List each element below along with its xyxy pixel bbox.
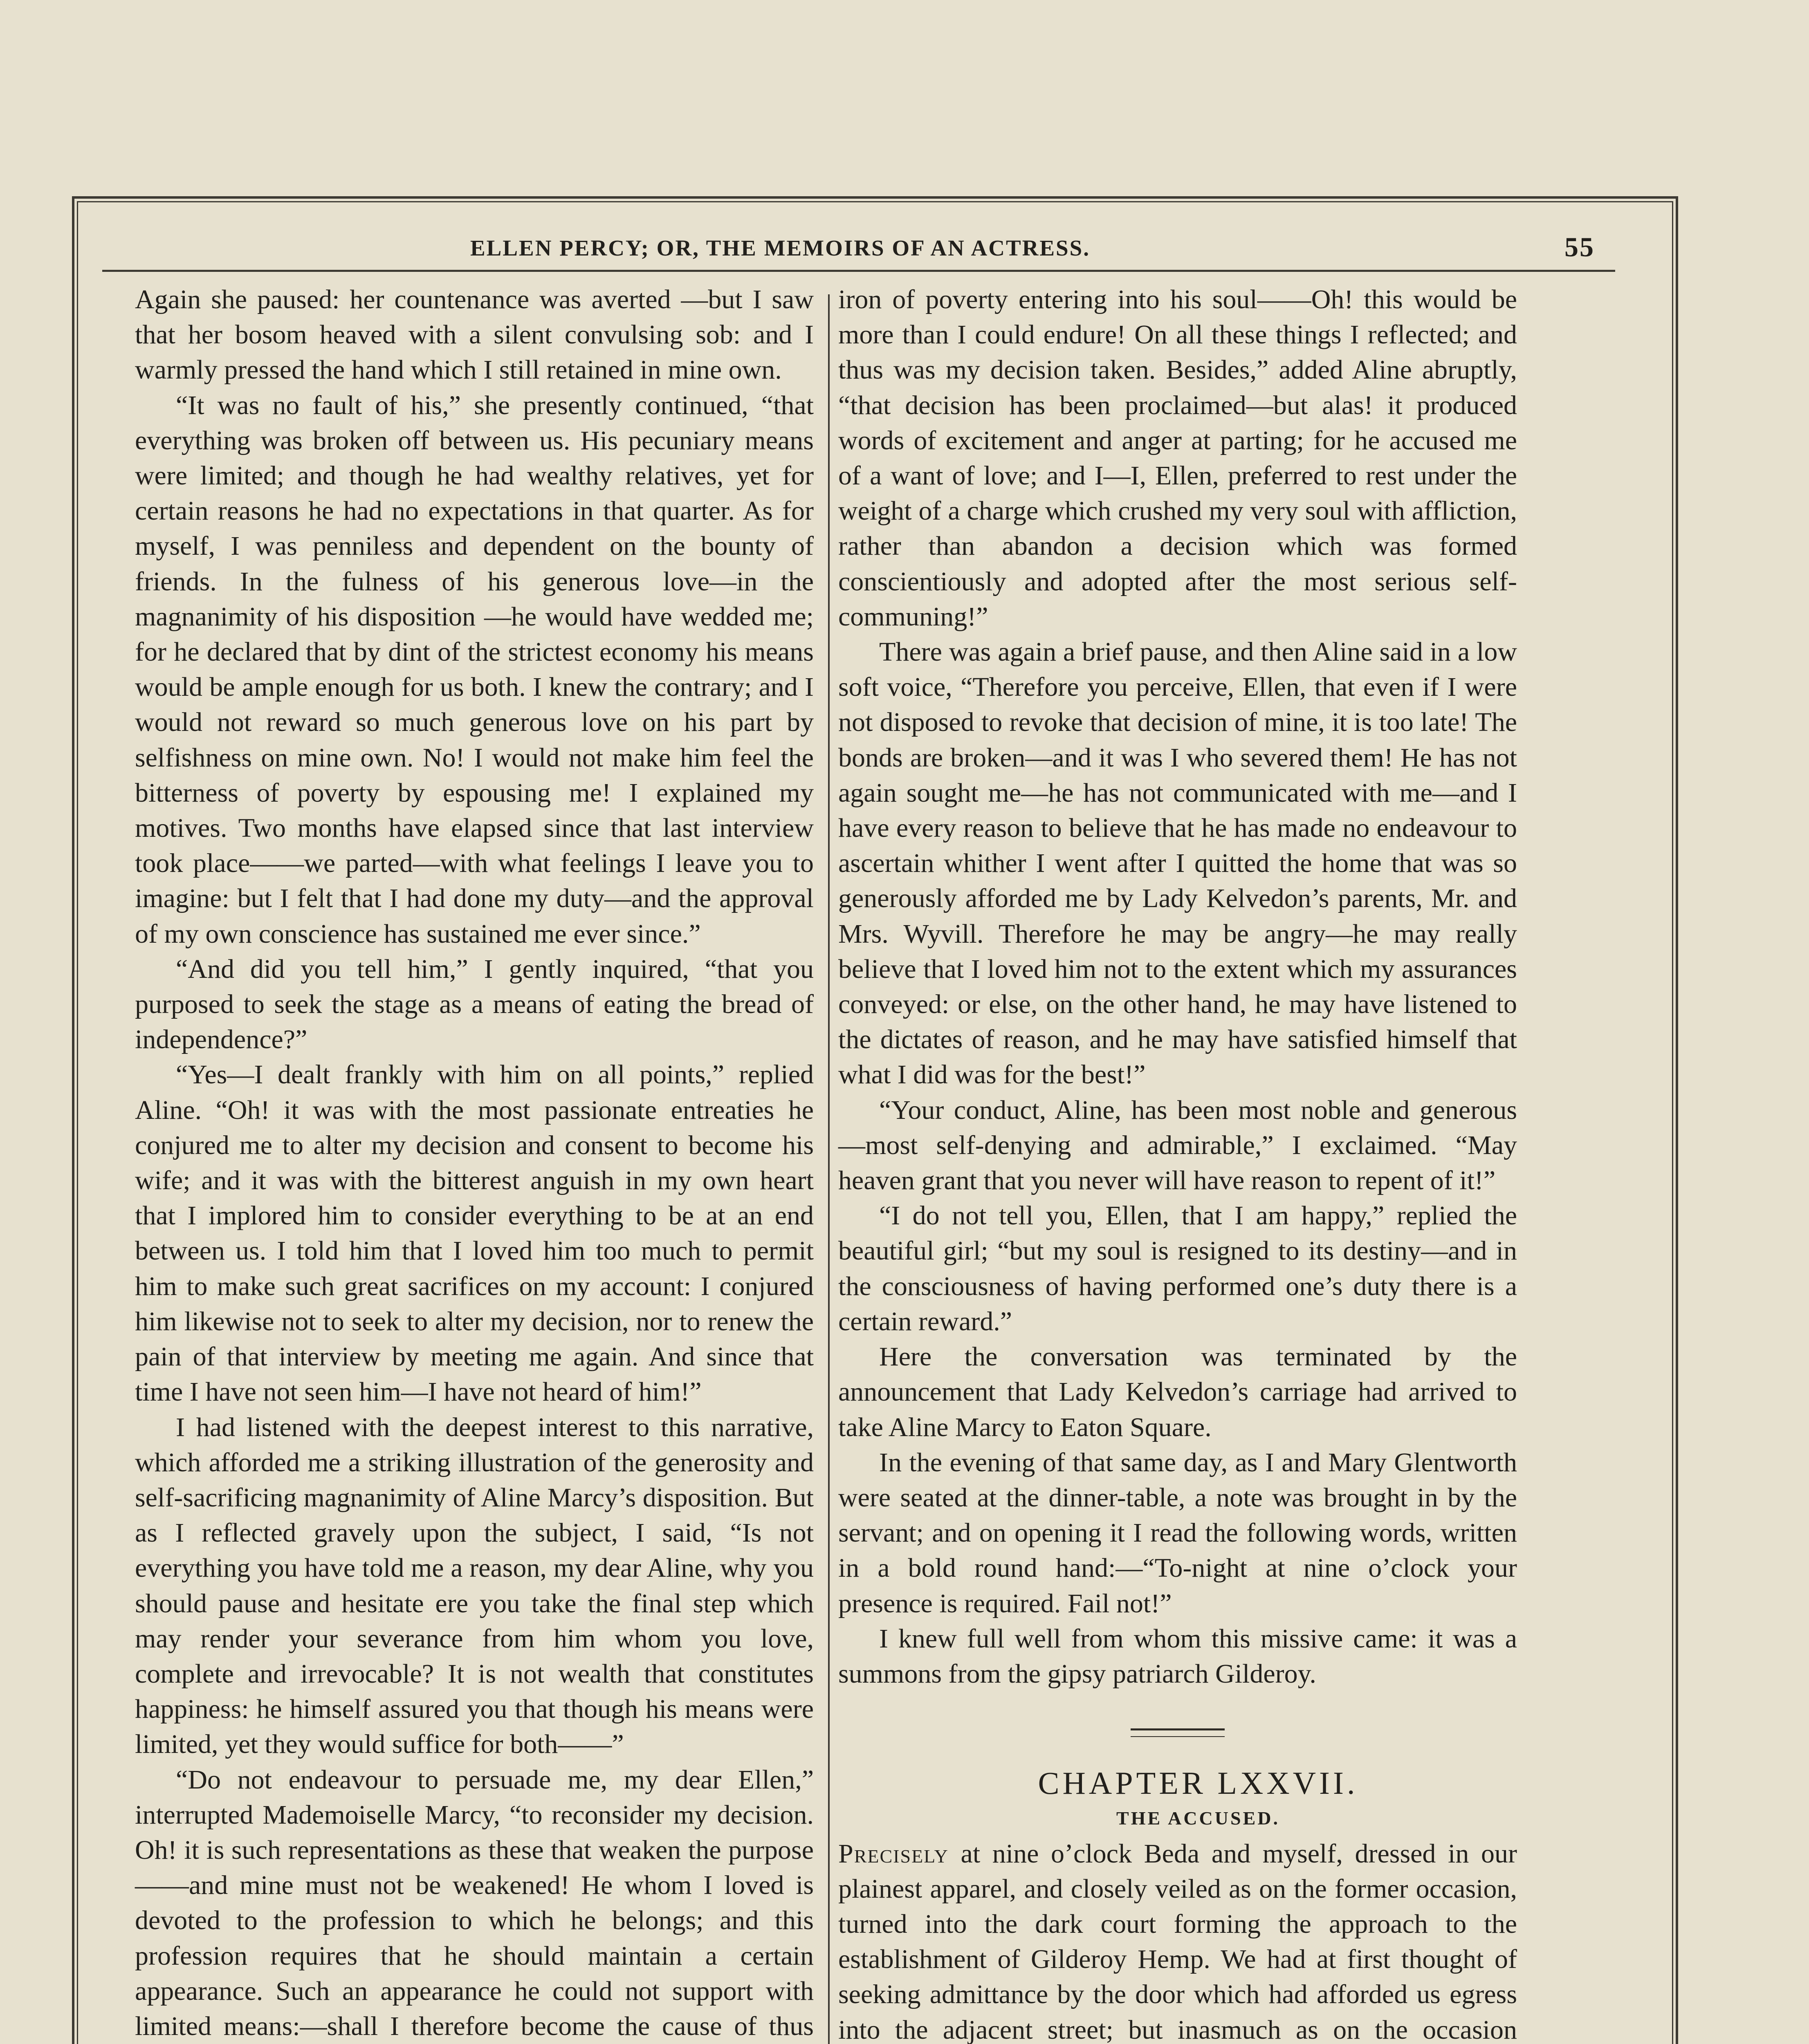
- paragraph: “It was no fault of his,” she presently continued, “that everything was broken off between us. His pecuniary means were limited; and though he had wealthy relatives, yet for certain reasons he had no expectations in that quarter. As for myself, I was penniless and dependent on the bounty of friends. In the fulness of his generous love—in the magnanimity of his disposition —he would have wedded me; for he declared that by dint of the strictest economy his means would be ample enough for us both. I knew the contrary; and I would not reward so much generous love on his part by selfishness on mine own. No! I would not make him feel the bitterness of poverty by espousing me! I explained my motives. Two months have elapsed since that last interview took place——we parted—with what feelings I leave you to imagine: but I felt that I had done my duty—and the approval of my own conscience has sustained me ever since.”: [135, 390, 814, 949]
- paragraph: “Do not endeavour to persuade me, my dear Ellen,” interrupted Mademoiselle Marcy, “to reconsider my decision. Oh! it is such representations as these that weaken the purpose——and mine must not be weakened! He whom I loved is devoted to the profession to which he belongs; and this profession requires that he should maintain a certain appearance. Such an appearance he could not support with limited means:—shall I therefore become the cause of thus: [135, 1764, 814, 2041]
- paragraph: In the evening of that same day, as I and Mary Glentworth were seated at the dinner-table, a note was brought in by the servant; and on opening it I read the following words, written in a bold round hand:—“To-night at nine o’clock your presence is required. Fail not!”: [838, 1447, 1517, 1618]
- paragraph: “I do not tell you, Ellen, that I am happy,” replied the beautiful girl; “but my soul is resigned to its destiny—and in the consciousness of having performed one’s duty there is a certain reward.”: [838, 1201, 1517, 1336]
- left-column: [135, 282, 814, 2044]
- paragraph: Here the conversation was terminated by the announcement that Lady Kelvedon’s carriage had arrived to take Aline Marcy to Eaton Square.: [838, 1342, 1517, 1442]
- paragraph: “And did you tell him,” I gently inquired, “that you purposed to seek the stage as a means of eating the bread of independence?”: [135, 954, 814, 1055]
- chapter-title: CHAPTER LXXVII.: [1038, 1765, 1358, 1801]
- paragraph: “Your conduct, Aline, has been most noble and generous—most self-denying and admirable,” I exclaimed. “May heaven grant that you never will have reason to repent of it!”: [838, 1095, 1517, 1196]
- running-head: [102, 231, 1615, 268]
- section-ornament: [1131, 1728, 1225, 1737]
- paragraph: “Yes—I dealt frankly with him on all points,” replied Aline. “Oh! it was with the most passionate entreaties he conjured me to alter my decision and consent to become his wife; and it was with the bitterest anguish in my own heart that I implored him to consider everything to be at an end between us. I told him that I loved him too much to permit him to make such great sacrifices on my account: I conjured him likewise not to seek to alter my decision, nor to renew the pain of that interview by meeting me again. And since that time I have not seen him—I have not heard of him!”: [135, 1060, 814, 1407]
- header-rule: [102, 270, 1615, 272]
- chapter-lead-word: Precisely: [838, 1838, 949, 1869]
- running-title: ELLEN PERCY; OR, THE MEMOIRS OF AN ACTRESS.: [470, 235, 1090, 260]
- paragraph: iron of poverty entering into his soul——Oh! this would be more than I could endure! On all these things I reflected; and thus was my decision taken. Besides,” added Aline abruptly, “that decision has been proclaimed—but alas! it produced words of excitement and anger at parting; for he accused me of a want of love; and I—I, Ellen, preferred to rest under the weight of a charge which crushed my very soul with affliction, rather than abandon a decision which was formed conscientiously and adopted after the most serious self-communing!”: [838, 285, 1517, 632]
- paragraph: I knew full well from whom this missive came: it was a summons from the gipsy patriarch Gilderoy.: [838, 1623, 1517, 1689]
- page-number: 55: [1564, 231, 1595, 262]
- chapter-subtitle: THE ACCUSED.: [1116, 1808, 1280, 1829]
- column-divider: [828, 294, 830, 2044]
- paragraph: There was again a brief pause, and then Aline said in a low soft voice, “Therefore you perceive, Ellen, that even if I were not disposed to revoke that decision of mine, it is too late! The bonds are broken—and it was I who severed them! He has not again sought me—he has not communicated with me—and I have every reason to believe that he has made no endeavour to ascertain whither I went after I quitted the home that was so generously afforded me by Lady Kelvedon’s parents, Mr. and Mrs. Wyvill. Therefore he may be angry—he may really believe that I loved him not to the extent which my assurances conveyed: or else, on the other hand, he may have listened to the dictates of reason, and he may have satisfied himself that what I did was for the best!”: [838, 637, 1517, 1090]
- chapter-text: at nine o’clock Beda and myself, dressed in our plainest apparel, and closely veiled as on the former occasion, turned into the dark court forming the approach to the establishment of Gilderoy Hemp. We had at first thought of seeking admittance by the door which had afforded us egress into the adjacent street; but inasmuch as on the occasion: [838, 1838, 1517, 2044]
- paragraph: I had listened with the deepest interest to this narrative, which afforded me a striking illustration of the generosity and self-sacrificing magnanimity of Aline Marcy’s disposition. But as I reflected gravely upon the subject, I said, “Is not everything you have told me a reason, my dear Aline, why you should pause and hesitate ere you take the final step which may render your severance from him whom you love, complete and irrevocable? It is not wealth that constitutes happiness: he himself assured you that though his means were limited, yet they would suffice for both——”: [135, 1412, 814, 1759]
- paragraph: Again she paused: her countenance was averted —but I saw that her bosom heaved with a silent convulsing sob: and I warmly pressed the hand which I still retained in mine own.: [135, 285, 814, 385]
- right-column: [838, 282, 1517, 2044]
- chapter-first-paragraph: [838, 1836, 1517, 2044]
